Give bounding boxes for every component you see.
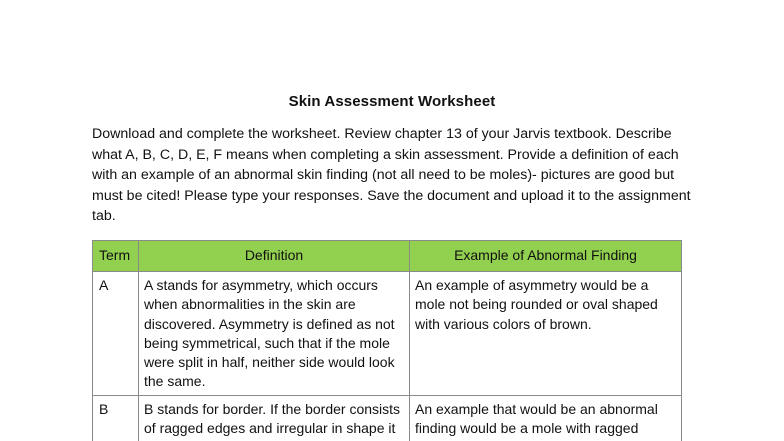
table-row (93, 272, 682, 396)
definition-cell: A stands for asymmetry, which occurs when abnormalities in the skin are discovered. Asymmetry is defined as not being symmetrical, such that if the mole were split in half, neither side would look the same. (139, 272, 410, 396)
instructions-paragraph: Download and complete the worksheet. Review chapter 13 of your Jarvis textbook. Describe what A, B, C, D, E, F means when completing a skin assessment. Provide a definition of each with an example of an abnormal skin finding (not all need to be moles)- pictures are good but must be cited! Please type your responses. Save the document and upload it to the assignment tab. (92, 126, 691, 224)
table-row (93, 395, 682, 441)
document-title: Skin Assessment Worksheet (288, 93, 496, 110)
example-cell: An example of asymmetry would be a mole not being rounded or oval shaped with various colors of brown. (410, 272, 682, 396)
table-header-row (93, 241, 682, 272)
worksheet-table (92, 240, 682, 441)
definition-cell: B stands for border. If the border consists of ragged edges and irregular in shape it (139, 395, 410, 441)
column-header-example: Example of Abnormal Finding (410, 241, 682, 272)
example-cell: An example that would be an abnormal finding would be a mole with ragged (410, 395, 682, 441)
term-cell: A (93, 272, 139, 396)
term-cell: B (93, 395, 139, 441)
column-header-term: Term (93, 241, 139, 272)
column-header-definition: Definition (139, 241, 410, 272)
